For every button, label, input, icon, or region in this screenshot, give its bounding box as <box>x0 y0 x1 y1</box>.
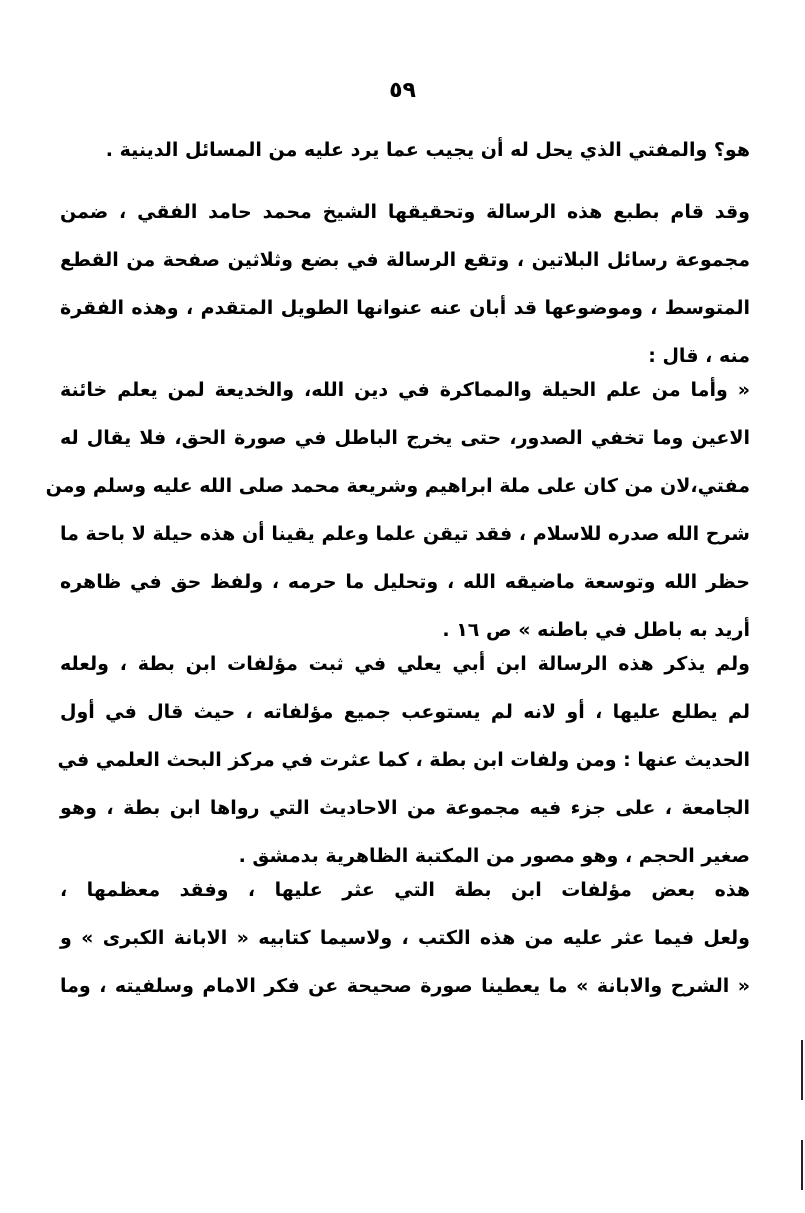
text-line: الحديث عنها : ومن ولفات ابن بطة ، كما عثرت في مركز البحث العلمي في <box>57 749 750 771</box>
text-line: أريد به باطل في باطنه » ص ١٦ . <box>442 619 750 641</box>
text-line: الجامعة ، على جزء فيه مجموعة من الاحاديث التي رواها ابن بطة ، وهو <box>60 797 750 819</box>
text-line: صغير الحجم ، وهو مصور من المكتبة الظاهرية بدمشق . <box>238 845 750 867</box>
text-line: مفتي،لان من كان على ملة ابراهيم وشريعة محمد صلى الله عليه وسلم ومن <box>45 475 750 497</box>
page-number: ٥٩ <box>389 78 416 103</box>
text-line: لم يطلع عليها ، أو لانه لم يستوعب جميع مؤلفاته ، حيث قال في أول <box>60 701 750 723</box>
scan-edge-mark <box>801 1140 803 1190</box>
scan-edge-mark <box>801 1040 803 1100</box>
text-line: منه ، قال : <box>648 345 750 367</box>
text-line: حظر الله وتوسعة ماضيقه الله ، وتحليل ما حرمه ، ولفظ حق في ظاهره <box>60 571 750 593</box>
text-line: « الشرح والابانة » ما يعطينا صورة صحيحة عن فكر الامام وسلفيته ، وما <box>60 975 750 997</box>
text-line: هو؟ والمفتي الذي يحل له أن يجيب عما يرد عليه من المسائل الدينية . <box>105 139 750 161</box>
text-line: « وأما من علم الحيلة والمماكرة في دين الله، والخديعة لمن يعلم خائنة <box>60 379 750 401</box>
paragraph-1 <box>60 126 750 174</box>
text-line: الاعين وما تخفي الصدور، حتى يخرج الباطل في صورة الحق، فلا يقال له <box>60 427 750 449</box>
paragraph-3-quote <box>45 366 750 654</box>
paragraph-4 <box>57 640 750 880</box>
text-line: هذه بعض مؤلفات ابن بطة التي عثر عليها ، وفقد معظمها ، <box>60 879 750 901</box>
text-line: شرح الله صدره للاسلام ، فقد تيقن علما وعلم يقينا أن هذه حيلة لا باحة ما <box>60 523 750 545</box>
paragraph-5 <box>60 866 750 1010</box>
text-line: ولم يذكر هذه الرسالة ابن أبي يعلي في ثبت مؤلفات ابن بطة ، ولعله <box>60 653 750 675</box>
text-line: وقد قام بطبع هذه الرسالة وتحقيقها الشيخ محمد حامد الفقي ، ضمن <box>60 201 750 223</box>
text-line: مجموعة رسائل البلاتين ، وتقع الرسالة في بضع وثلاثين صفحة من القطع <box>60 249 750 271</box>
text-line: المتوسط ، وموضوعها قد أبان عنه عنوانها الطويل المتقدم ، وهذه الفقرة <box>60 297 750 319</box>
paragraph-2 <box>60 188 750 380</box>
text-line: ولعل فيما عثر عليه من هذه الكتب ، ولاسيما كتابيه « الابانة الكبرى » و <box>60 927 750 949</box>
